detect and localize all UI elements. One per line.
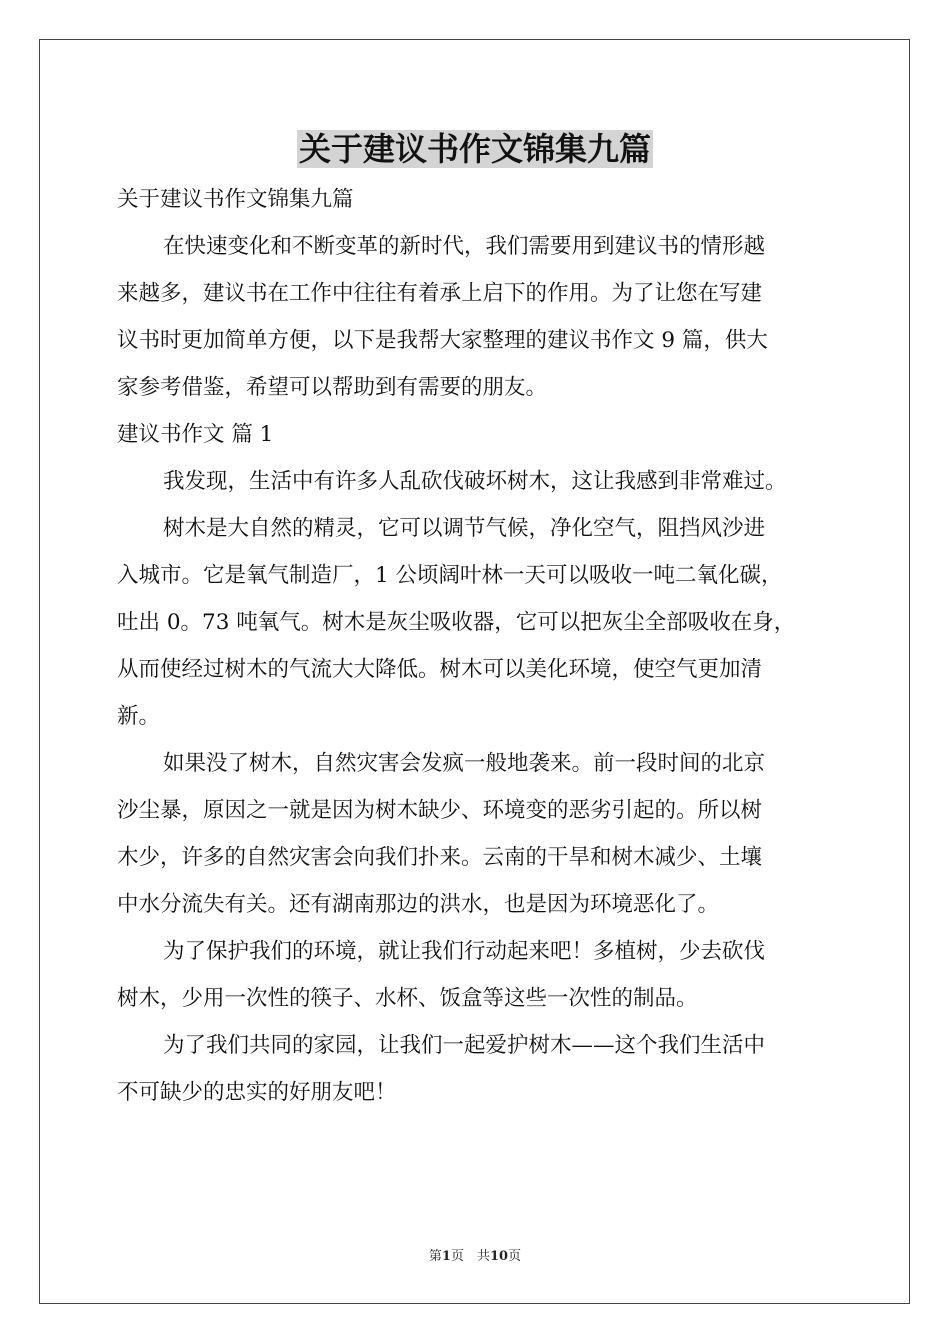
- text-line: 中水分流失有关。还有湖南那边的洪水，也是因为环境恶化了。: [117, 892, 720, 917]
- text-line: 家参考借鉴，希望可以帮助到有需要的朋友。: [117, 375, 548, 400]
- document-title: [0, 128, 950, 170]
- text-line: 关于建议书作文锦集九篇: [117, 187, 354, 212]
- text-line: 吐出 0。73 吨氧气。树木是灰尘吸收器，它可以把灰尘全部吸收在身，: [117, 610, 796, 635]
- footer-total-pages: 10: [489, 1249, 509, 1264]
- text-line: 新。: [117, 704, 161, 729]
- text-line: 入城市。它是氧气制造厂，1 公顷阔叶林一天可以吸收一吨二氧化碳，: [117, 563, 783, 588]
- text-line: 不可缺少的忠实的好朋友吧！: [117, 1080, 397, 1105]
- text-line: 为了我们共同的家园，让我们一起爱护树木——这个我们生活中: [163, 1033, 766, 1058]
- document-title-text: 关于建议书作文锦集九篇: [298, 130, 651, 168]
- text-line: 树木，少用一次性的筷子、水杯、饭盒等这些一次性的制品。: [117, 986, 698, 1011]
- text-line: 木少，许多的自然灾害会向我们扑来。云南的干旱和树木减少、土壤: [117, 845, 763, 870]
- page-footer: [0, 1248, 950, 1266]
- footer-prefix: 第: [428, 1249, 442, 1264]
- text-line: 为了保护我们的环境，就让我们行动起来吧！多植树，少去砍伐: [163, 939, 766, 964]
- document-body: [117, 176, 841, 1116]
- text-line: 沙尘暴，原因之一就是因为树木缺少、环境变的恶劣引起的。所以树: [117, 798, 763, 823]
- text-line: 树木是大自然的精灵，它可以调节气候，净化空气，阻挡风沙进: [163, 516, 766, 541]
- footer-suffix: 页: [508, 1249, 522, 1264]
- text-line: 来越多，建议书在工作中往往有着承上启下的作用。为了让您在写建: [117, 281, 763, 306]
- text-line: 从而使经过树木的气流大大降低。树木可以美化环境，使空气更加清: [117, 657, 763, 682]
- text-line: 如果没了树木，自然灾害会发疯一般地袭来。前一段时间的北京: [163, 751, 766, 776]
- text-line: 在快速变化和不断变革的新时代，我们需要用到建议书的情形越: [163, 234, 766, 259]
- footer-middle: 页 共: [450, 1249, 490, 1264]
- footer-current-page: 1: [441, 1249, 451, 1264]
- text-line: 我发现，生活中有许多人乱砍伐破坏树木，这让我感到非常难过。: [163, 469, 787, 494]
- text-line: 建议书作文 篇 1: [117, 422, 274, 447]
- text-line: 议书时更加简单方便，以下是我帮大家整理的建议书作文 9 篇，供大: [117, 328, 768, 353]
